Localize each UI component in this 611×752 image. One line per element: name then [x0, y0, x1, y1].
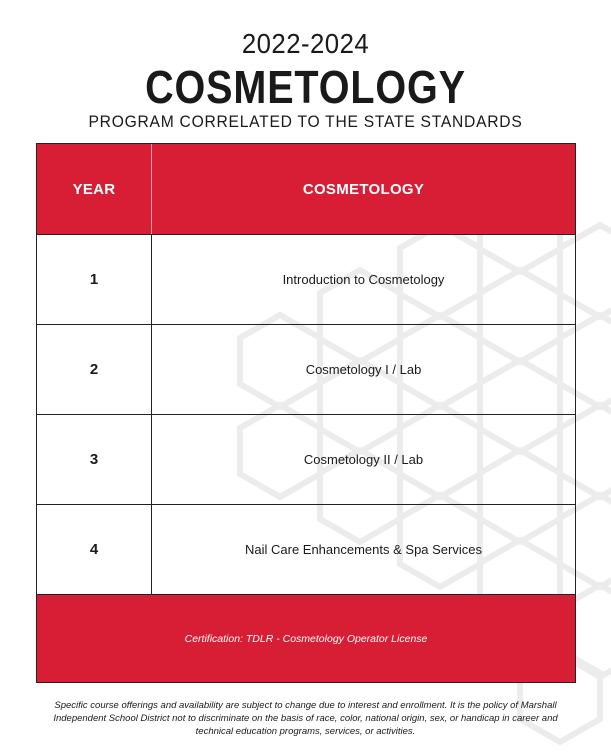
year-cell	[37, 415, 152, 504]
year-cell	[37, 325, 152, 414]
table-row	[37, 324, 575, 414]
year-cell	[37, 235, 152, 324]
year-column-header	[37, 144, 152, 234]
page-title: COSMETOLOGY	[145, 61, 466, 113]
year-number: 3	[89, 451, 99, 468]
course-cell	[152, 325, 575, 414]
certification-text: Certification: TDLR - Cosmetology Operator License	[184, 632, 428, 645]
page-subtitle: PROGRAM CORRELATED TO THE STATE STANDARDS	[88, 112, 523, 131]
course-name: Nail Care Enhancements & Spa Services	[244, 542, 482, 557]
course-name: Cosmetology I / Lab	[305, 362, 422, 377]
course-name: Cosmetology II / Lab	[303, 452, 424, 467]
table-row	[37, 234, 575, 324]
table-header-row	[37, 144, 575, 234]
course-cell	[152, 415, 575, 504]
course-name: Introduction to Cosmetology	[282, 272, 445, 287]
table-row	[37, 414, 575, 504]
year-number: 4	[89, 541, 99, 558]
course-cell	[152, 505, 575, 594]
disclaimer-text: Specific course offerings and availability are subject to change due to interest and enrollment. It is the policy of Marshall Independent School District not to discriminate on the basis of race, color, national origin, sex, or handicap in career and technical education programs, services, or activities.	[53, 700, 558, 737]
year-header-label: YEAR	[72, 180, 116, 198]
year-number: 1	[89, 271, 99, 288]
course-cell	[152, 235, 575, 324]
course-column-header	[152, 144, 575, 234]
year-number: 2	[89, 361, 99, 378]
years-heading: 2022-2024	[241, 28, 370, 59]
table-row	[37, 504, 575, 594]
course-header-label: COSMETOLOGY	[302, 180, 425, 198]
year-cell	[37, 505, 152, 594]
program-table	[36, 143, 576, 683]
certification-row	[37, 594, 575, 682]
